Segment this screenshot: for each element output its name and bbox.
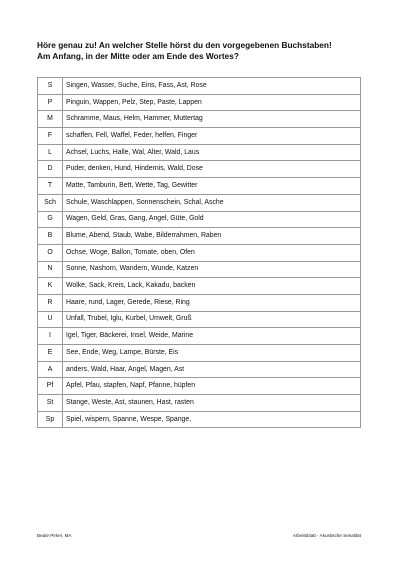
words-cell: Igel, Tiger, Bäckerei, Insel, Weide, Marine: [63, 328, 361, 345]
table-row: [38, 395, 361, 412]
words-cell: Ochse, Woge, Ballon, Tomate, oben, Ofen: [63, 244, 361, 261]
heading-line-2: Am Anfang, in der Mitte oder am Ende des Wortes?: [37, 51, 239, 61]
table-row: [38, 244, 361, 261]
letter-cell: G: [38, 211, 63, 228]
table-row: [38, 345, 361, 362]
letter-cell: St: [38, 395, 63, 412]
table-row: [38, 178, 361, 195]
heading-line-1: Höre genau zu! An welcher Stelle hörst du den vorgegebenen Buchstaben!: [37, 40, 332, 50]
letter-cell: S: [38, 78, 63, 95]
table-row: [38, 411, 361, 428]
table-row: [38, 261, 361, 278]
words-cell: See, Ende, Weg, Lampe, Bürste, Eis: [63, 345, 361, 362]
letter-cell: P: [38, 94, 63, 111]
letter-cell: Pf: [38, 378, 63, 395]
table-row: [38, 278, 361, 295]
page-heading: [37, 40, 372, 62]
table-row: [38, 361, 361, 378]
words-cell: Matte, Tamburin, Bett, Wette, Tag, Gewitter: [63, 178, 361, 195]
words-cell: Apfel, Pfau, stapfen, Napf, Pfanne, hüpfen: [63, 378, 361, 395]
letter-cell: T: [38, 178, 63, 195]
table-row: [38, 161, 361, 178]
table-row: [38, 94, 361, 111]
table-row: [38, 228, 361, 245]
words-cell: Wolke, Sack, Kreis, Lack, Kakadu, backen: [63, 278, 361, 295]
word-table: [37, 77, 361, 428]
words-cell: anders, Wald, Haar, Angel, Magen, Ast: [63, 361, 361, 378]
letter-cell: L: [38, 144, 63, 161]
letter-cell: U: [38, 311, 63, 328]
table-row: [38, 328, 361, 345]
words-cell: Blume, Abend, Staub, Wabe, Bilderrahmen, Raben: [63, 228, 361, 245]
letter-cell: K: [38, 278, 63, 295]
table-row: [38, 144, 361, 161]
words-cell: Sonne, Nashorn, Wandern, Wunde, Katzen: [63, 261, 361, 278]
table-row: [38, 378, 361, 395]
table-row: [38, 211, 361, 228]
words-cell: Unfall, Trubel, Iglu, Kurbel, Umwelt, Gruß: [63, 311, 361, 328]
words-cell: Schule, Waschlappen, Sonnenschein, Schal, Asche: [63, 194, 361, 211]
letter-cell: O: [38, 244, 63, 261]
word-table-body: [38, 78, 361, 428]
letter-cell: Sp: [38, 411, 63, 428]
words-cell: Pinguin, Wappen, Pelz, Step, Paste, Lappen: [63, 94, 361, 111]
table-row: [38, 111, 361, 128]
letter-cell: Sch: [38, 194, 63, 211]
letter-cell: R: [38, 294, 63, 311]
letter-cell: D: [38, 161, 63, 178]
letter-cell: F: [38, 128, 63, 145]
words-cell: Puder, denken, Hund, Hindernis, Wald, Dose: [63, 161, 361, 178]
words-cell: Achsel, Luchs, Halle, Wal, Alter, Wald, Laus: [63, 144, 361, 161]
letter-cell: M: [38, 111, 63, 128]
footer-worksheet-title: Arbeitsblatt - Akustische Serialität: [292, 533, 361, 538]
words-cell: Singen, Wasser, Suche, Eins, Fass, Ast, Rose: [63, 78, 361, 95]
words-cell: Schramme, Maus, Helm, Hammer, Muttertag: [63, 111, 361, 128]
table-row: [38, 294, 361, 311]
words-cell: Haare, rund, Lager, Gerede, Riese, Ring: [63, 294, 361, 311]
table-row: [38, 128, 361, 145]
words-cell: schaffen, Fell, Waffel, Feder, helfen, Finger: [63, 128, 361, 145]
words-cell: Wagen, Geld, Gras, Gang, Angel, Güte, Gold: [63, 211, 361, 228]
letter-cell: A: [38, 361, 63, 378]
letter-cell: B: [38, 228, 63, 245]
letter-cell: N: [38, 261, 63, 278]
words-cell: Spiel, wispern, Spanne, Wespe, Spange,: [63, 411, 361, 428]
footer-author: Beate Pirker, MA: [37, 533, 72, 538]
table-row: [38, 311, 361, 328]
table-row: [38, 194, 361, 211]
letter-cell: I: [38, 328, 63, 345]
letter-cell: E: [38, 345, 63, 362]
words-cell: Stange, Weste, Ast, staunen, Hast, rasten: [63, 395, 361, 412]
table-row: [38, 78, 361, 95]
